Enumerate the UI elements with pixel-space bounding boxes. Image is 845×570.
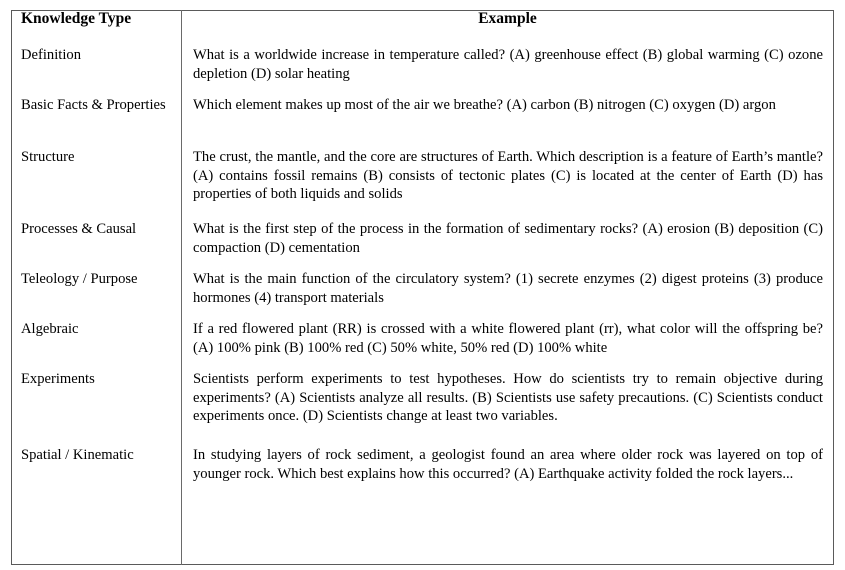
table-row bbox=[12, 220, 834, 270]
cell-knowledge-type: Spatial / Kinematic bbox=[12, 446, 182, 565]
cell-knowledge-type: Basic Facts & Properties bbox=[12, 96, 182, 148]
cell-example: Scientists perform experiments to test hypotheses. How do scientists try to remain objective during experiments? (A) Scientists analyze all results. (B) Scientists use safety precautions. (C) Scientists conduct experiments once. (D) Scientists change at least two variables. bbox=[193, 371, 823, 424]
cell-knowledge-type: Teleology / Purpose bbox=[12, 270, 182, 320]
table-row bbox=[12, 148, 834, 220]
knowledge-type-table bbox=[11, 10, 834, 565]
cell-example: Which element makes up most of the air we breathe? (A) carbon (B) nitrogen (C) oxygen (D) argon bbox=[193, 97, 776, 113]
cell-example: What is the first step of the process in the formation of sedimentary rocks? (A) erosion (B) deposition (C) compaction (D) cementation bbox=[193, 221, 823, 256]
table-body bbox=[12, 37, 834, 565]
cell-knowledge-type: Algebraic bbox=[12, 320, 182, 370]
table-row bbox=[12, 270, 834, 320]
table-row bbox=[12, 320, 834, 370]
table-header bbox=[12, 11, 834, 38]
cell-knowledge-type: Experiments bbox=[12, 370, 182, 446]
cell-knowledge-type: Processes & Causal bbox=[12, 220, 182, 270]
table-row bbox=[12, 446, 834, 565]
table-row bbox=[12, 370, 834, 446]
cell-example: In studying layers of rock sediment, a geologist found an area where older rock was layered on top of younger rock. Which best explains how this occurred? (A) Earthquake activity folded the rock layers... bbox=[193, 447, 823, 482]
table-header-row bbox=[12, 11, 834, 38]
column-header-knowledge-type: Knowledge Type bbox=[12, 11, 182, 38]
column-header-example: Example bbox=[478, 10, 537, 27]
cell-knowledge-type: Structure bbox=[12, 148, 182, 220]
cell-example: The crust, the mantle, and the core are structures of Earth. Which description is a feature of Earth’s mantle? (A) contains fossil remains (B) consists of tectonic plates (C) is located at the center of Earth (D) has properties of both liquids and solids bbox=[193, 149, 823, 202]
cell-knowledge-type: Definition bbox=[12, 37, 182, 96]
table-row bbox=[12, 96, 834, 148]
cell-example: If a red flowered plant (RR) is crossed with a white flowered plant (rr), what color will the offspring be? (A) 100% pink (B) 100% red (C) 50% white, 50% red (D) 100% white bbox=[193, 321, 823, 356]
table-row bbox=[12, 37, 834, 96]
cell-example: What is a worldwide increase in temperature called? (A) greenhouse effect (B) global warming (C) ozone depletion (D) solar heating bbox=[193, 47, 823, 82]
cell-example: What is the main function of the circulatory system? (1) secrete enzymes (2) digest proteins (3) produce hormones (4) transport materials bbox=[193, 271, 823, 306]
